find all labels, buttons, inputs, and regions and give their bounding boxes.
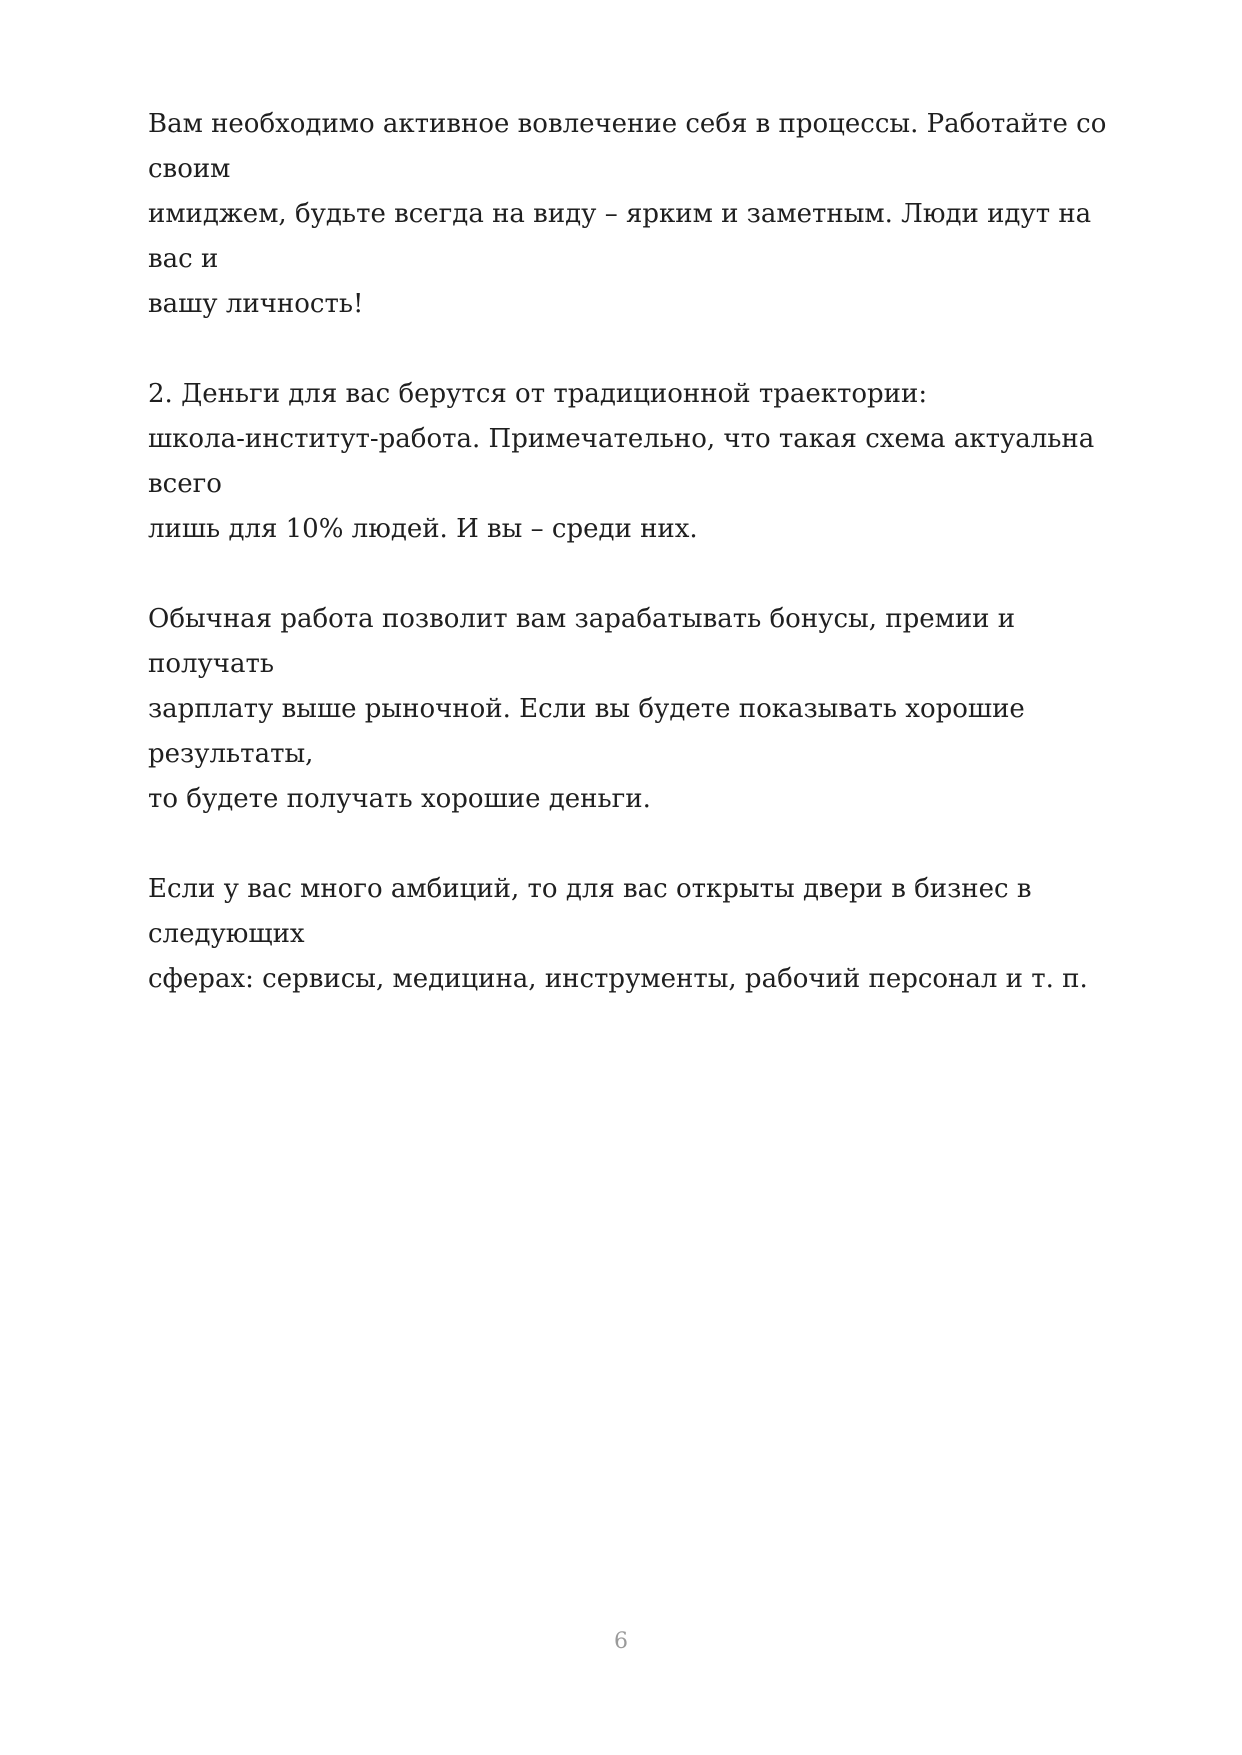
paragraph-business-ambitions: Если у вас много амбиций, то для вас открыты двери в бизнес в следующих сферах: сервисы, медицина, инструменты, рабочий персонал и т. п. xyxy=(148,874,1088,994)
document-body xyxy=(148,102,1108,1047)
paragraph-image-advice: Вам необходимо активное вовлечение себя в процессы. Работайте со своим имиджем, будьте всегда на виду – ярким и заметным. Люди идут на вас и вашу личность! xyxy=(148,109,1107,319)
paragraph-money-trajectory: 2. Деньги для вас берутся от традиционной траектории: школа-институт-работа. Примечательно, что такая схема актуальна всего лишь для 10% людей. И вы – среди них. xyxy=(148,379,1095,544)
page-number: 6 xyxy=(614,1629,628,1654)
paragraph-regular-work: Обычная работа позволит вам зарабатывать бонусы, премии и получать зарплату выше рыночной. Если вы будете показывать хорошие результаты, то будете получать хорошие деньги. xyxy=(148,604,1025,814)
